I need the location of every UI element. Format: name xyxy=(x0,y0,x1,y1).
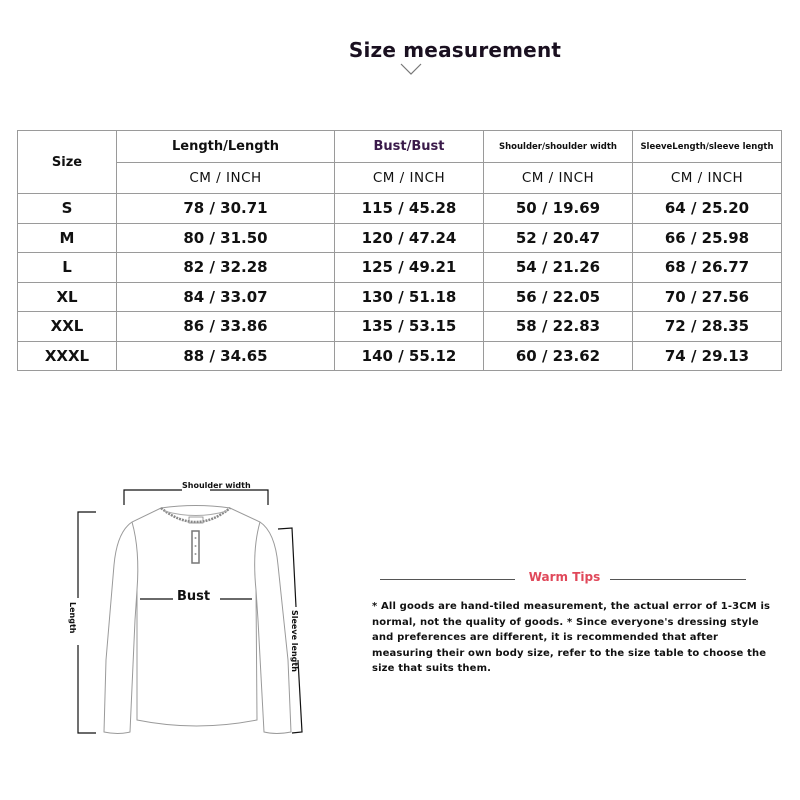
sleeve-cell: 70 / 27.56 xyxy=(633,282,782,312)
divider xyxy=(610,579,746,580)
shoulder-cell: 58 / 22.83 xyxy=(484,312,633,342)
shoulder-cell: 60 / 23.62 xyxy=(484,341,633,371)
warm-tips-title: Warm Tips xyxy=(528,570,601,584)
table-row xyxy=(18,194,782,224)
size-chart-table xyxy=(17,130,782,371)
page-title: Size measurement xyxy=(348,38,562,62)
sleeve-cell: 72 / 28.35 xyxy=(633,312,782,342)
sleeve-cell: 64 / 25.20 xyxy=(633,194,782,224)
length-column-header: Length/Length xyxy=(117,131,335,163)
length-cell: 82 / 32.28 xyxy=(117,253,335,283)
length-cell: 86 / 33.86 xyxy=(117,312,335,342)
bust-cell: 115 / 45.28 xyxy=(335,194,484,224)
size-column-header: Size xyxy=(18,131,117,194)
divider xyxy=(380,579,515,580)
unit-label: CM / INCH xyxy=(117,163,335,194)
unit-label: CM / INCH xyxy=(484,163,633,194)
size-cell: XL xyxy=(18,282,117,312)
table-row xyxy=(18,282,782,312)
table-unit-row xyxy=(18,163,782,194)
size-cell: L xyxy=(18,253,117,283)
table-row xyxy=(18,312,782,342)
bust-cell: 140 / 55.12 xyxy=(335,341,484,371)
sleeve-cell: 74 / 29.13 xyxy=(633,341,782,371)
warm-tips-text: * All goods are hand-tiled measurement, the actual error of 1-3CM is normal, not the quality of goods. * Since everyone's dressing style and preferences are different, it is recommended that after measuring their own body size, refer to the size table to choose the size that suits them. xyxy=(372,601,771,674)
sleeve-column-header: SleeveLength/sleeve length xyxy=(633,131,782,163)
bust-cell: 125 / 49.21 xyxy=(335,253,484,283)
shoulder-column-header: Shoulder/shoulder width xyxy=(484,131,633,163)
sleeve-cell: 68 / 26.77 xyxy=(633,253,782,283)
length-cell: 78 / 30.71 xyxy=(117,194,335,224)
sleeve-length-label: Sleeve length xyxy=(290,610,299,672)
shoulder-cell: 52 / 20.47 xyxy=(484,223,633,253)
table-row xyxy=(18,341,782,371)
length-label: Length xyxy=(68,602,77,634)
shoulder-cell: 56 / 22.05 xyxy=(484,282,633,312)
bust-cell: 130 / 51.18 xyxy=(335,282,484,312)
size-cell: S xyxy=(18,194,117,224)
table-header-row xyxy=(18,131,782,163)
table-row xyxy=(18,223,782,253)
shoulder-width-label: Shoulder width xyxy=(182,481,251,490)
bust-cell: 135 / 53.15 xyxy=(335,312,484,342)
shoulder-cell: 54 / 21.26 xyxy=(484,253,633,283)
size-cell: XXXL xyxy=(18,341,117,371)
sleeve-cell: 66 / 25.98 xyxy=(633,223,782,253)
unit-label: CM / INCH xyxy=(633,163,782,194)
bust-column-header: Bust/Bust xyxy=(335,131,484,163)
size-cell: XXL xyxy=(18,312,117,342)
shoulder-cell: 50 / 19.69 xyxy=(484,194,633,224)
bust-cell: 120 / 47.24 xyxy=(335,223,484,253)
chevron-down-icon xyxy=(399,62,423,76)
size-cell: M xyxy=(18,223,117,253)
table-row xyxy=(18,253,782,283)
unit-label: CM / INCH xyxy=(335,163,484,194)
warm-tips-heading xyxy=(380,570,746,586)
length-cell: 88 / 34.65 xyxy=(117,341,335,371)
garment-measurement-diagram xyxy=(60,470,330,770)
length-cell: 84 / 33.07 xyxy=(117,282,335,312)
bust-label: Bust xyxy=(177,589,211,604)
length-cell: 80 / 31.50 xyxy=(117,223,335,253)
